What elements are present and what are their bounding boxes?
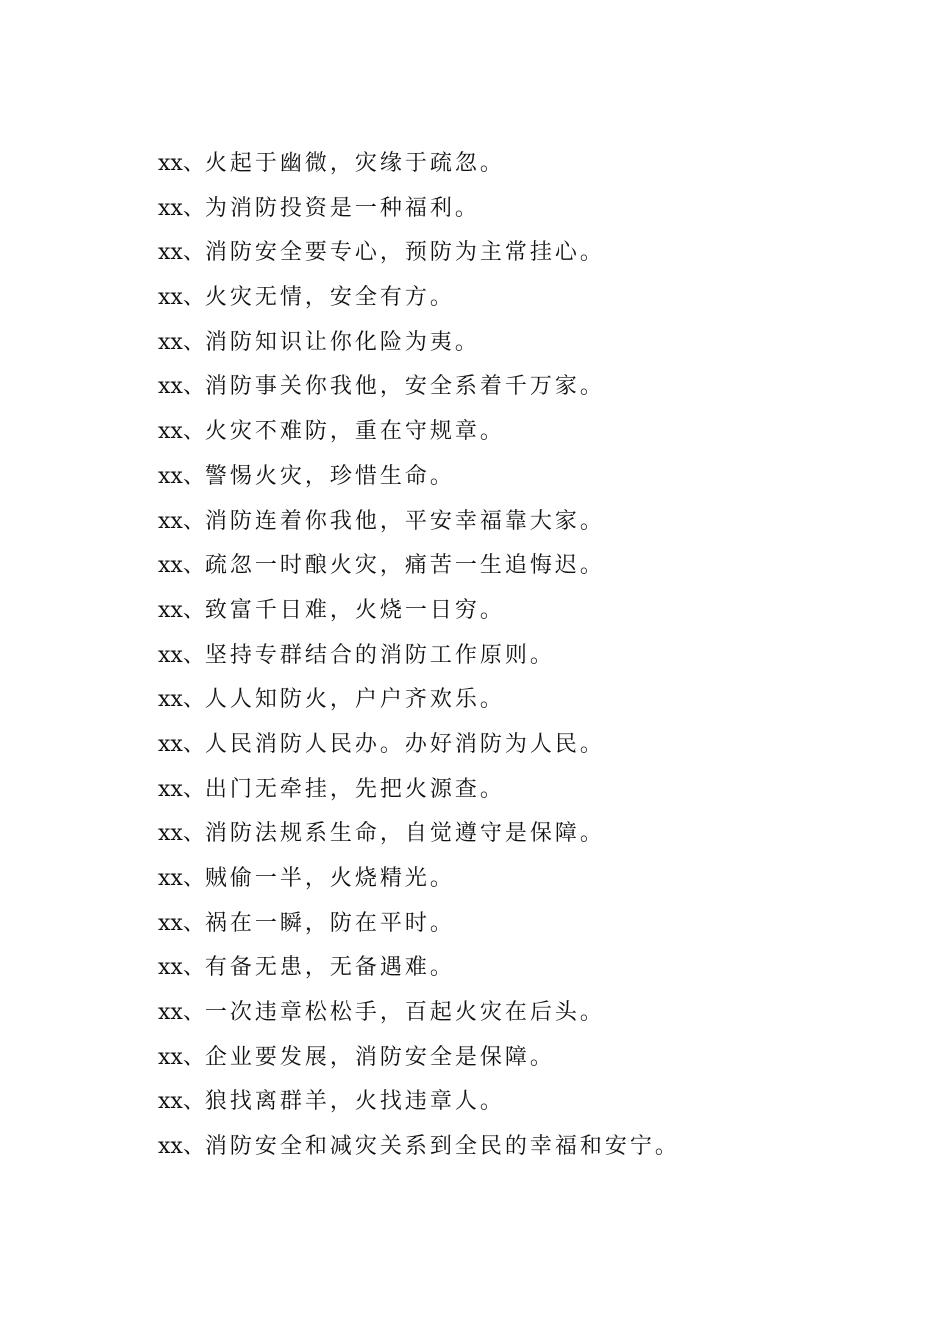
item-text: 消防安全和减灾关系到全民的幸福和安宁。: [204, 1134, 680, 1160]
item-number: xx、: [158, 1134, 205, 1160]
list-item: [158, 500, 680, 545]
list-item: [158, 231, 680, 276]
item-number: xx、: [158, 910, 205, 936]
list-item: [158, 544, 680, 589]
list-item: [158, 723, 680, 768]
item-text: 消防法规系生命，自觉遵守是保障。: [204, 821, 605, 847]
item-number: xx、: [158, 776, 205, 802]
item-number: xx、: [158, 955, 205, 981]
item-number: xx、: [158, 866, 205, 891]
list-item: [158, 634, 680, 679]
list-item: [158, 187, 680, 232]
list-item: [158, 365, 680, 410]
item-number: xx、: [158, 731, 205, 757]
list-item: [158, 1125, 680, 1170]
item-text: 一次违章松松手，百起火灾在后头。: [204, 1000, 605, 1026]
item-number: xx、: [158, 151, 205, 176]
item-text: 致富千日难，火烧一日穷。: [204, 597, 505, 623]
list-item: [158, 902, 680, 947]
list-item: [158, 1080, 680, 1125]
list-item: [158, 455, 680, 500]
list-item: [158, 857, 680, 902]
item-text: 火灾无情，安全有方。: [204, 285, 455, 311]
item-number: xx、: [158, 508, 205, 534]
item-text: 火灾不难防，重在守规章。: [204, 419, 505, 445]
list-item: [158, 321, 680, 366]
slogan-list: [158, 142, 680, 1170]
list-item: [158, 589, 680, 634]
item-text: 有备无患，无备遇难。: [204, 955, 455, 981]
item-number: xx、: [158, 821, 205, 847]
item-text: 为消防投资是一种福利。: [204, 195, 480, 221]
item-number: xx、: [158, 374, 205, 400]
item-text: 企业要发展，消防安全是保障。: [204, 1044, 555, 1070]
item-number: xx、: [158, 1089, 205, 1115]
item-text: 消防安全要专心，预防为主常挂心。: [204, 240, 605, 266]
item-number: xx、: [158, 642, 205, 668]
list-item: [158, 276, 680, 321]
item-number: xx、: [158, 597, 205, 623]
item-text: 疏忽一时酿火灾，痛苦一生追悔迟。: [204, 553, 605, 579]
list-item: [158, 410, 680, 455]
item-number: xx、: [158, 1044, 205, 1070]
list-item: [158, 946, 680, 991]
item-text: 消防事关你我他，安全系着千万家。: [204, 374, 605, 400]
item-text: 出门无牵挂，先把火源查。: [204, 776, 505, 802]
item-text: 人人知防火，户户齐欢乐。: [204, 687, 505, 713]
list-item: [158, 991, 680, 1036]
list-item: [158, 768, 680, 813]
item-number: xx、: [158, 463, 205, 489]
item-number: xx、: [158, 553, 205, 579]
item-number: xx、: [158, 285, 205, 311]
item-text: 人民消防人民办。办好消防为人民。: [204, 731, 605, 757]
item-text: 火起于幽微，灾缘于疏忽。: [204, 151, 505, 176]
item-number: xx、: [158, 1000, 205, 1026]
list-item: [158, 142, 680, 187]
item-text: 贼偷一半，火烧精光。: [204, 866, 455, 891]
item-text: 祸在一瞬，防在平时。: [204, 910, 455, 936]
item-number: xx、: [158, 687, 205, 713]
item-text: 警惕火灾，珍惜生命。: [204, 463, 455, 489]
item-text: 狼找离群羊，火找违章人。: [204, 1089, 505, 1115]
list-item: [158, 812, 680, 857]
item-number: xx、: [158, 419, 205, 445]
item-number: xx、: [158, 240, 205, 266]
item-text: 消防知识让你化险为夷。: [204, 329, 480, 355]
list-item: [158, 678, 680, 723]
item-text: 消防连着你我他，平安幸福靠大家。: [204, 508, 605, 534]
list-item: [158, 1036, 680, 1081]
item-number: xx、: [158, 329, 205, 355]
item-text: 坚持专群结合的消防工作原则。: [204, 642, 555, 668]
item-number: xx、: [158, 195, 205, 221]
